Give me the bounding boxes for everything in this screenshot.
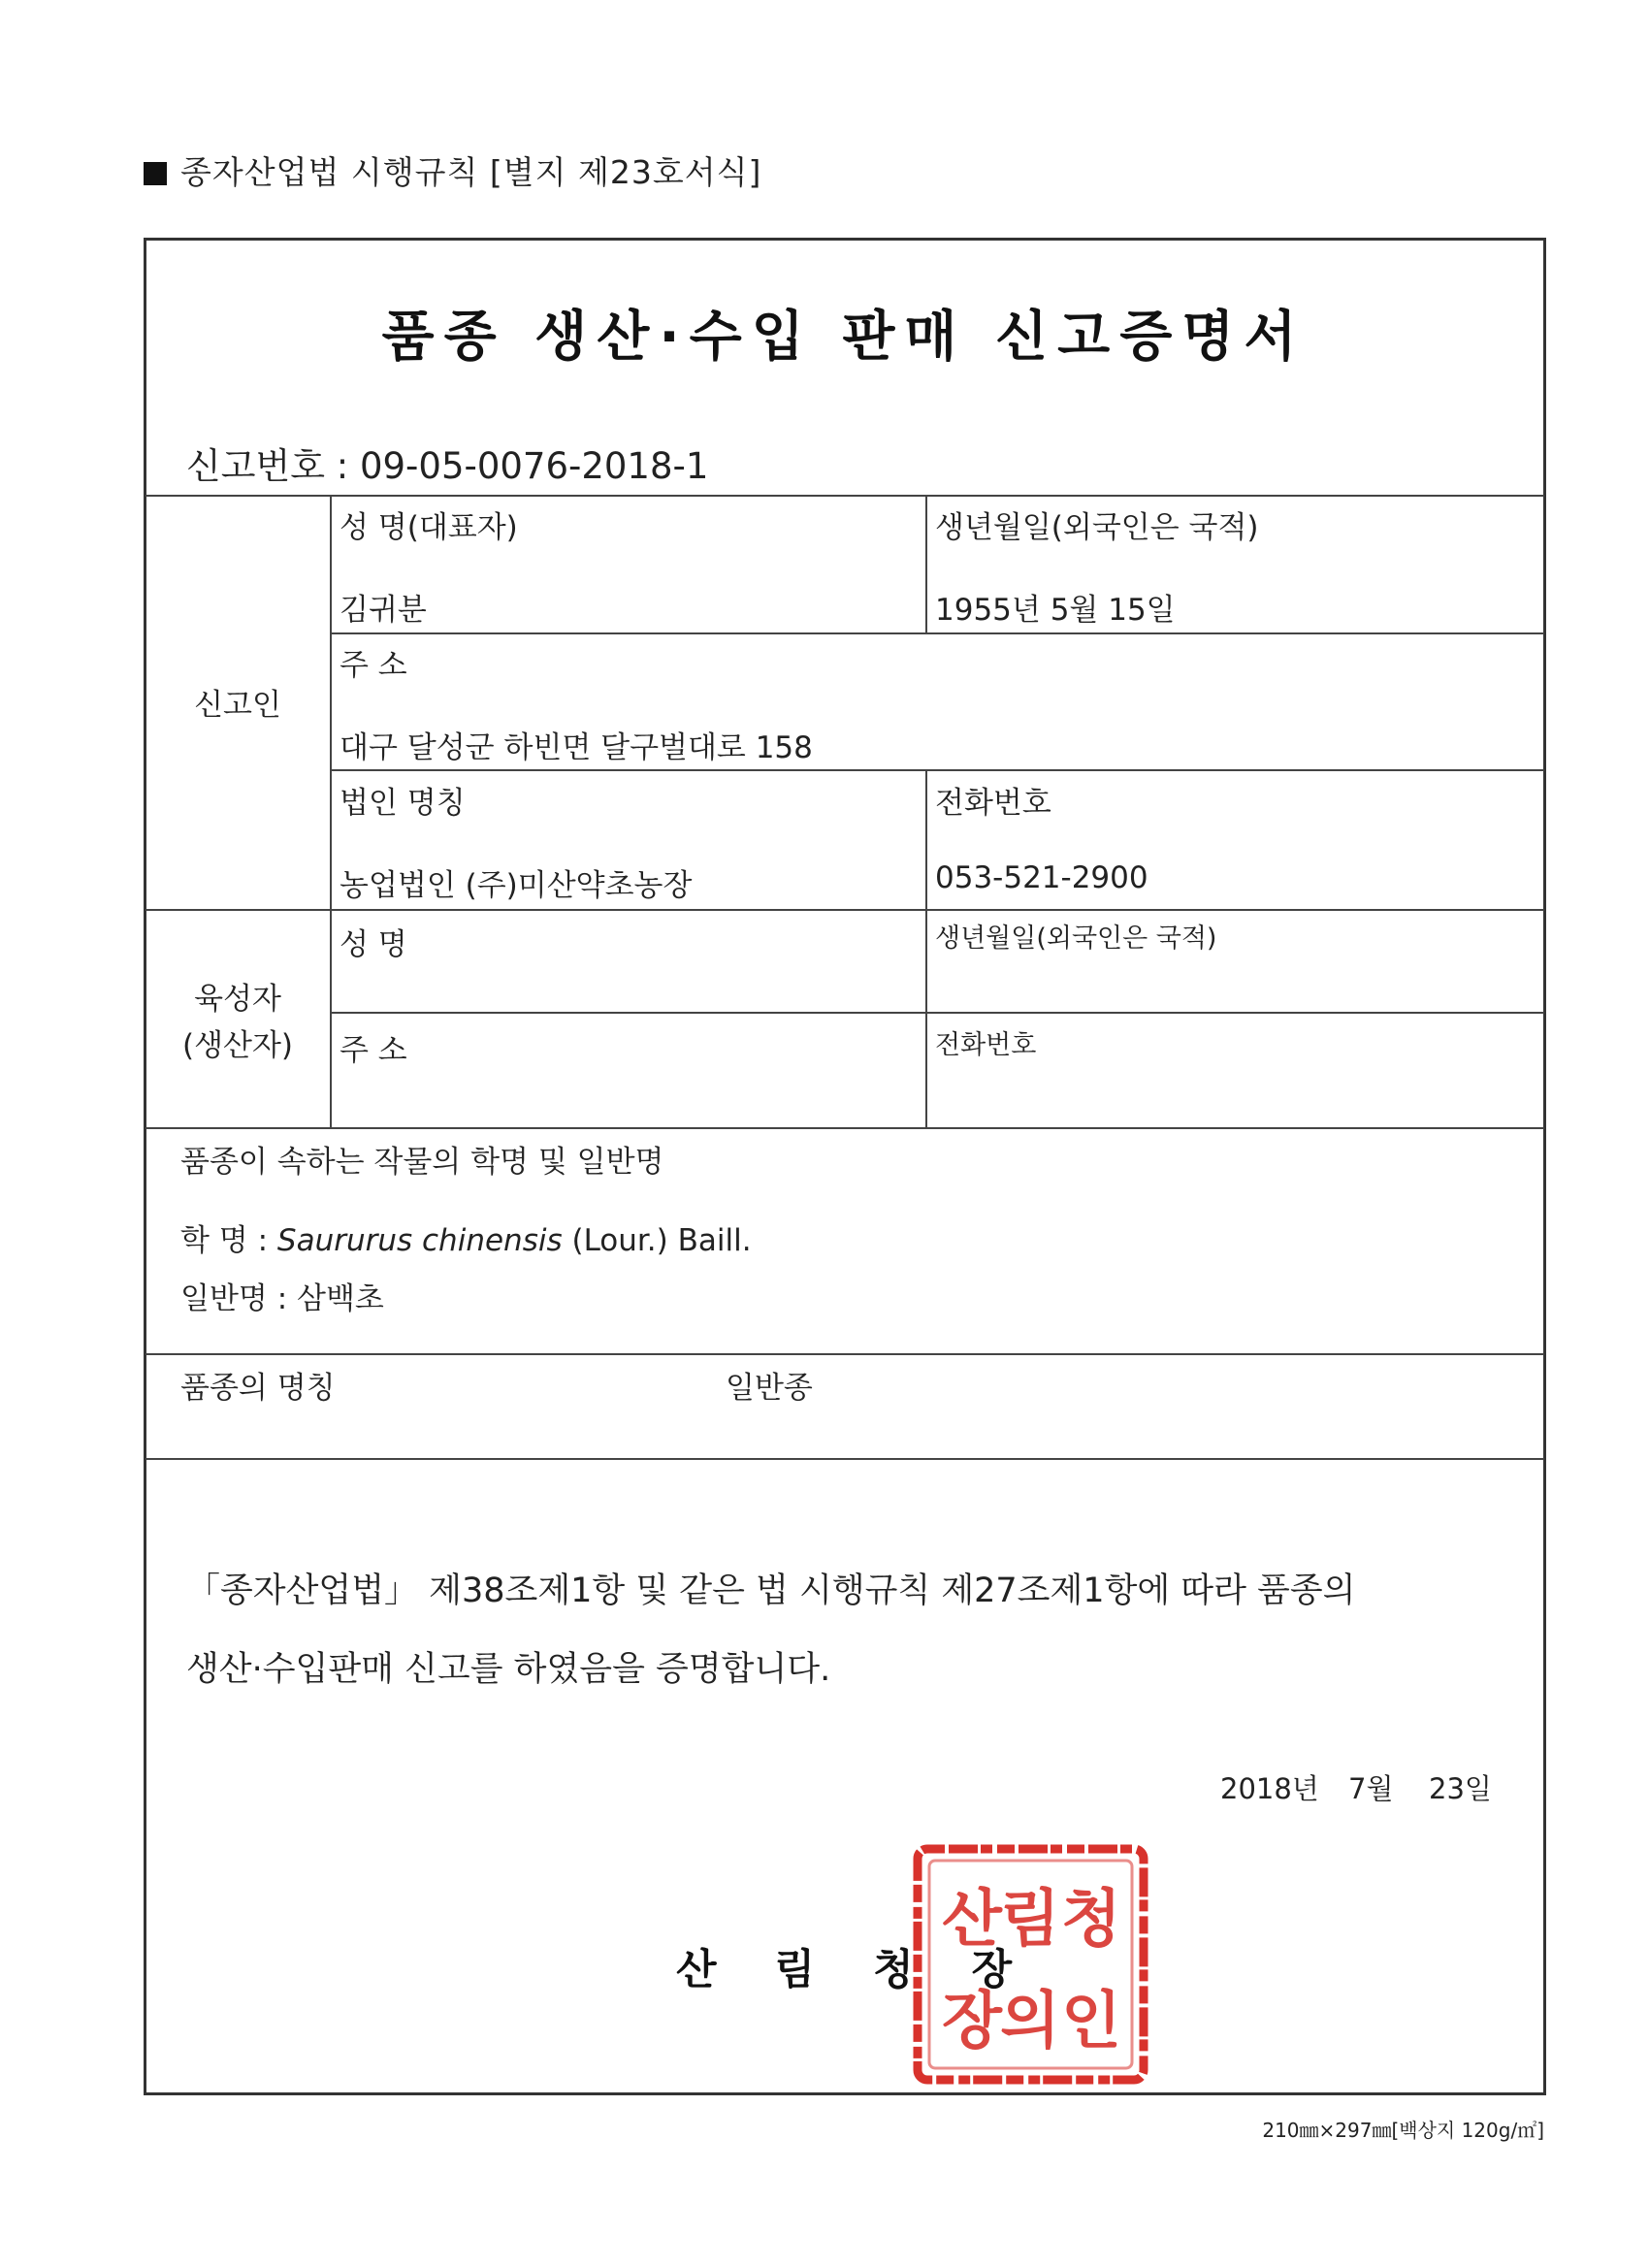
registration-number [186, 437, 708, 489]
grid-line [146, 495, 1544, 497]
crop-scientific [180, 1215, 752, 1259]
breeder-address-label: 주 소 [340, 1033, 407, 1068]
seal-char: 장 [942, 1986, 1002, 2057]
date-month: 7월 [1348, 1772, 1394, 1805]
grid-line [925, 495, 927, 632]
form-reference-text: 종자산업법 시행규칙 [별지 제23호서식] [180, 153, 762, 191]
reporter-phone-label: 전화번호 [935, 786, 1051, 821]
registration-value: 09-05-0076-2018-1 [359, 445, 709, 487]
crop-scientific-rest: (Lour.) Baill. [571, 1223, 752, 1258]
seal-char: 림 [1000, 1884, 1060, 1956]
reporter-section-label: 신고인 [194, 688, 281, 723]
official-seal-icon [912, 1843, 1149, 2086]
variety-label: 품종의 명칭 [180, 1371, 336, 1406]
date-day: 23일 [1429, 1772, 1492, 1805]
reporter-birth-value: 1955년 5월 15일 [935, 593, 1176, 628]
grid-line [330, 769, 1544, 771]
crop-scientific-label: 학 명 : [180, 1223, 269, 1258]
grid-line [925, 769, 927, 909]
form-reference [144, 147, 761, 193]
breeder-section-label [146, 976, 330, 1069]
breeder-label-line1: 육성자 [194, 982, 281, 1017]
reporter-name-label: 성 명(대표자) [340, 510, 518, 545]
reporter-address-label: 주 소 [340, 648, 407, 683]
grid-line [925, 909, 927, 1127]
paper-spec-footer: 210㎜×297㎜[백상지 120g/㎡] [1262, 2119, 1544, 2142]
seal-char: 산 [942, 1884, 1002, 1956]
grid-line [330, 1012, 1544, 1014]
reporter-phone-value: 053-521-2900 [935, 860, 1148, 895]
breeder-label-line2: (생산자) [181, 1028, 294, 1063]
seal-char: 청 [1061, 1884, 1121, 1956]
reporter-name-value: 김귀분 [340, 593, 427, 628]
grid-line [146, 1353, 1544, 1355]
reporter-birth-label: 생년월일(외국인은 국적) [935, 510, 1259, 545]
square-bullet-icon [144, 162, 167, 185]
grid-line [330, 495, 332, 1127]
variety-value: 일반종 [726, 1371, 813, 1406]
seal-char: 의 [1000, 1986, 1060, 2057]
crop-heading: 품종이 속하는 작물의 학명 및 일반명 [180, 1145, 664, 1180]
seal-char: 인 [1061, 1986, 1121, 2057]
crop-common-label: 일반명 : [180, 1281, 288, 1316]
grid-line [330, 632, 1544, 634]
grid-line [146, 909, 1544, 911]
statement-line2: 생산·수입판매 신고를 하였음을 증명합니다. [186, 1650, 831, 1689]
page-title: 품종 생산·수입 판매 신고증명서 [381, 306, 1307, 369]
issuer-name: 산림청장 [676, 1946, 1071, 1994]
reporter-corp-value: 농업법인 (주)미산약초농장 [340, 868, 693, 903]
crop-scientific-italic: Saururus chinensis [276, 1223, 563, 1258]
crop-common-value: 삼백초 [297, 1281, 384, 1316]
statement-line1: 「종자산업법」 제38조제1항 및 같은 법 시행규칙 제27조제1항에 따라 품종의 [186, 1571, 1356, 1610]
grid-line [146, 1127, 1544, 1129]
crop-common [180, 1274, 384, 1317]
date-year: 2018년 [1220, 1772, 1319, 1805]
breeder-name-label: 성 명 [340, 927, 407, 962]
grid-line [146, 1458, 1544, 1460]
registration-label: 신고번호 : [186, 445, 349, 487]
reporter-corp-label: 법인 명칭 [340, 786, 466, 821]
breeder-birth-label: 생년월일(외국인은 국적) [935, 923, 1217, 954]
breeder-phone-label: 전화번호 [935, 1030, 1037, 1060]
reporter-address-value: 대구 달성군 하빈면 달구벌대로 158 [340, 730, 813, 765]
